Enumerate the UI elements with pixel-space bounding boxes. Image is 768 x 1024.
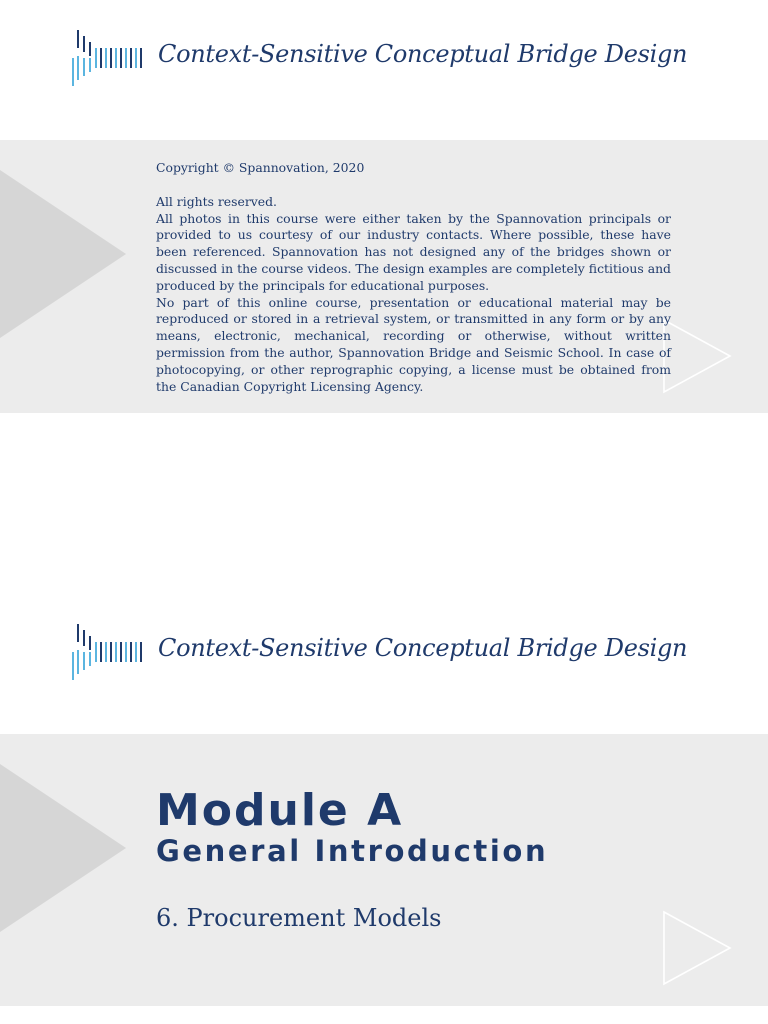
left-arrow-decoration-icon xyxy=(0,764,126,932)
module-topic: 6. Procurement Models xyxy=(156,904,442,932)
left-arrow-decoration-icon xyxy=(0,170,126,338)
module-title-slide xyxy=(0,594,768,1024)
spannovation-logo-icon xyxy=(70,28,144,86)
reproduction-notice: No part of this online course, presentation or educational material may be reproduced or stored in a retrieval system, or transmitted in any form or by any means, electronic, mechanical, recording or otherwise, without written permission from the author, Spannovation Bridge and Seismic School. In case of photocopying, or other reprographic copying, a license must be obtained from the Canadian Copyright Licensing Agency. xyxy=(156,294,671,394)
right-arrow-outline-icon xyxy=(662,910,732,986)
module-title: Module A xyxy=(156,785,404,836)
module-subtitle: General Introduction xyxy=(156,834,549,868)
photos-disclaimer: All photos in this course were either taken by the Spannovation principals or provided to us courtesy of our industry contacts. Where possible, these have been referenced. Spannovation has not designed any of the bridges shown or discussed in the course videos. The design examples are completely fictitious and produced by the principals for educational purposes. xyxy=(156,210,671,293)
copyright-line: Copyright © Spannovation, 2020 xyxy=(156,160,365,175)
header-title: Context-Sensitive Conceptual Bridge Design xyxy=(158,634,688,662)
copyright-notice xyxy=(156,160,671,395)
spannovation-logo-icon xyxy=(70,622,144,680)
right-arrow-outline-icon xyxy=(662,318,732,394)
header-title: Context-Sensitive Conceptual Bridge Design xyxy=(158,40,688,68)
rights-reserved: All rights reserved. xyxy=(156,193,277,209)
